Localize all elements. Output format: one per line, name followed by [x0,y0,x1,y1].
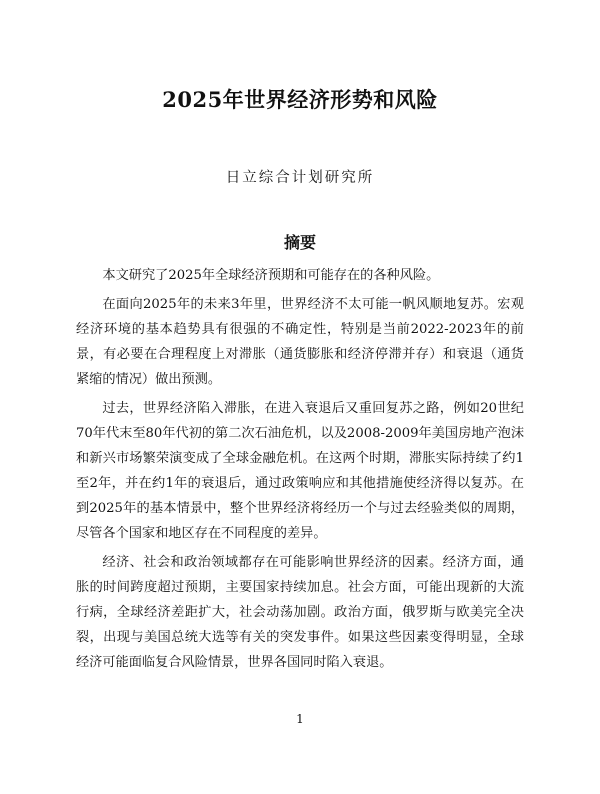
abstract-heading: 摘要 [283,233,316,252]
page-number: 1 [296,712,304,726]
paragraph: 过去，世界经济陷入滞胀，在进入衰退后又重回复苏之路，例如20世纪70年代末至80年代初的第二次石油危机，以及2008-2009年美国房地产泡沫和新兴市场繁荣演变成了全球金融危机。在这两个时期，滞胀实际持续了约1至2年，并在约1年的衰退后，通过政策响应和其他措施使经济得以复苏。在到2025年的基本情景中，整个世界经济将经历一个与过去经验类似的周期，尽管各个国家和地区存在不同程度的差异。 [76,401,525,541]
abstract-body [76,263,524,679]
paragraph: 在面向2025年的未来3年里，世界经济不太可能一帆风顺地复苏。宏观经济环境的基本趋势具有很强的不确定性，特别是当前2022-2023年的前景，有必要在合理程度上对滞胀（通货膨胀和经济停滞并存）和衰退（通货紧缩的情况）做出预测。 [76,297,524,387]
paragraph: 本文研究了2025年全球经济预期和可能存在的各种风险。 [102,268,440,283]
author-organization: 日立综合计划研究所 [225,170,375,186]
paragraph: 经济、社会和政治领域都存在可能影响世界经济的因素。经济方面，通胀的时间跨度超过预期，主要国家持续加息。社会方面，可能出现新的大流行病，全球经济差距扩大，社会动荡加剧。政治方面，俄罗斯与欧美完全决裂，出现与美国总统大选等有关的突发事件。如果这些因素变得明显，全球经济可能面临复合风险情景，世界各国同时陷入衰退。 [76,555,524,670]
document-title: 2025年世界经济形势和风险 [162,87,438,112]
